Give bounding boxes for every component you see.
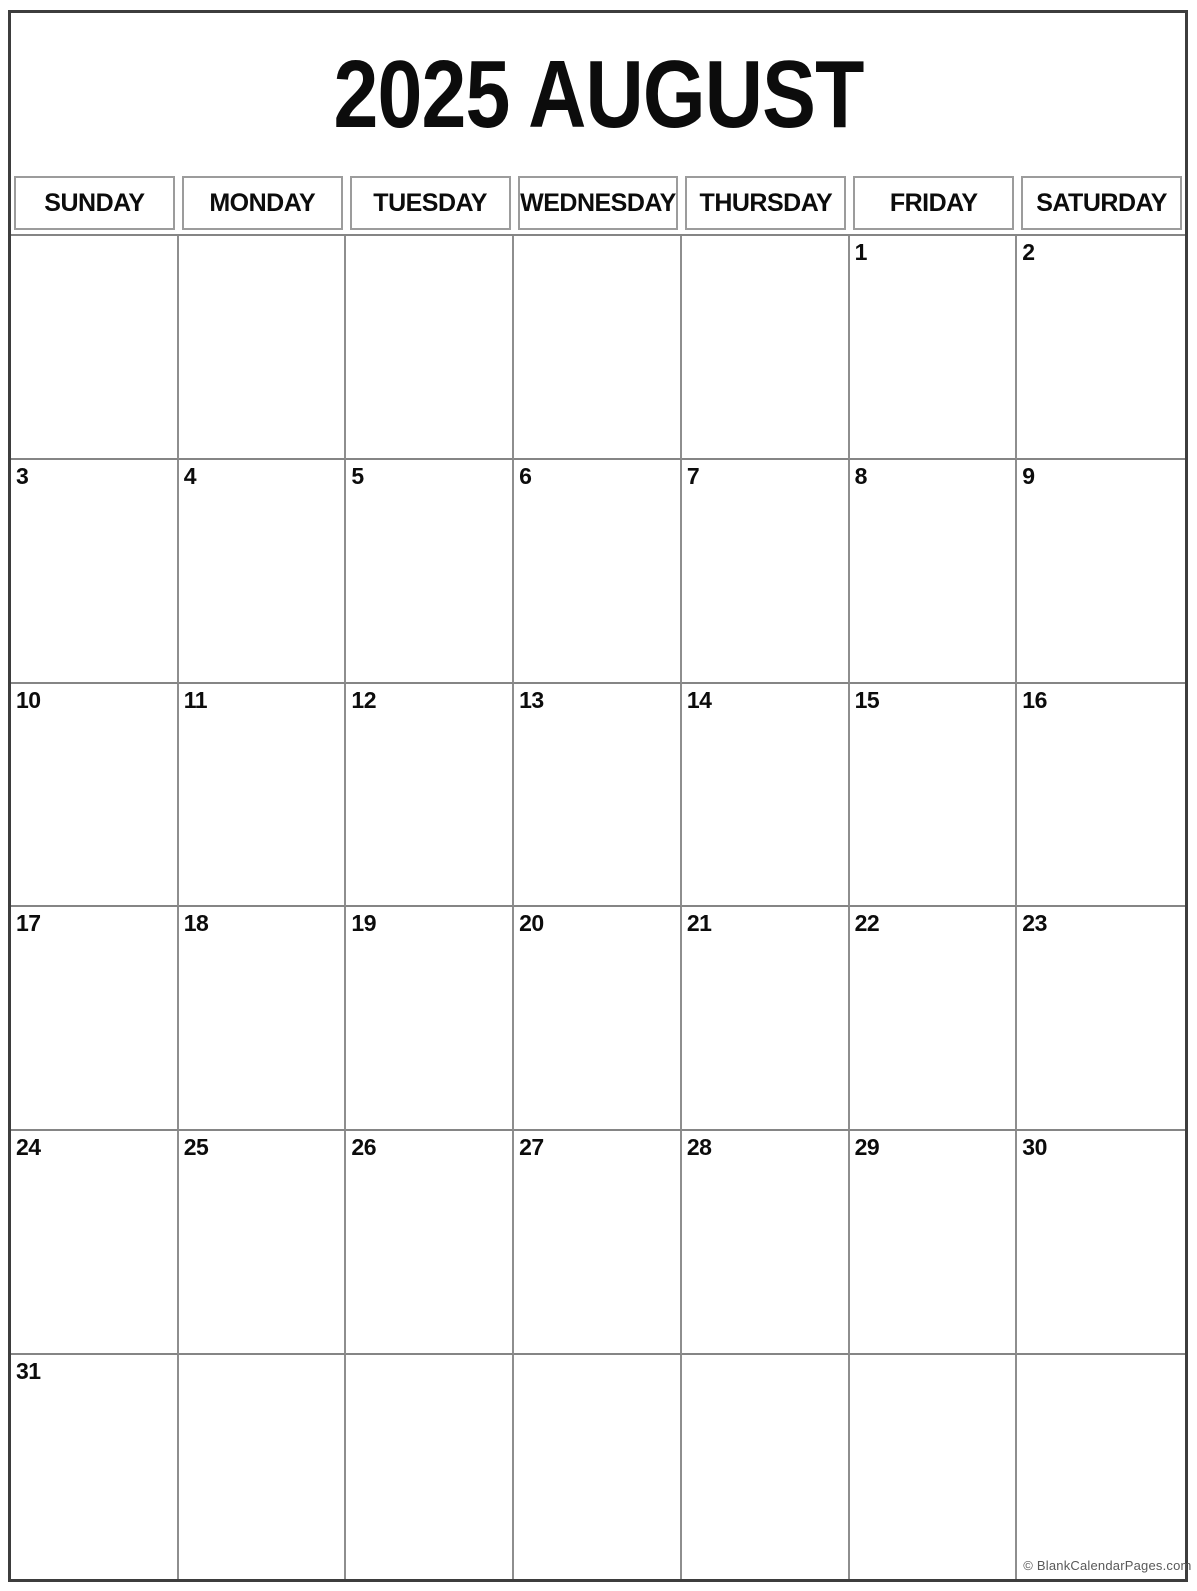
day-cell-empty: [346, 1355, 514, 1579]
page-title: 2025 AUGUST: [332, 40, 864, 148]
day-cell-19: [346, 907, 514, 1131]
day-cell-30: [1017, 1131, 1185, 1355]
calendar-page: [8, 10, 1192, 1582]
day-number: 27: [519, 1134, 544, 1161]
day-cell-5: [346, 460, 514, 684]
day-number: 22: [854, 910, 880, 937]
weekday-header-tuesday: TUESDAY: [350, 176, 511, 230]
day-number: 26: [351, 1134, 377, 1161]
day-cell-23: [1017, 907, 1185, 1131]
day-cell-3: [11, 460, 179, 684]
day-cell-31: [11, 1355, 179, 1579]
weekday-header-friday: FRIDAY: [853, 176, 1014, 230]
day-number: 2: [1022, 239, 1035, 265]
day-number: 7: [686, 462, 700, 489]
day-cell-24: [11, 1131, 179, 1355]
weekday-header-saturday: SATURDAY: [1021, 176, 1182, 230]
day-cell-14: [682, 684, 850, 908]
day-cell-empty: [682, 1355, 850, 1579]
day-number: 11: [183, 686, 208, 713]
weekday-header-thursday: THURSDAY: [685, 176, 846, 230]
day-number: 29: [854, 1134, 880, 1161]
day-number: 9: [1022, 462, 1035, 489]
day-cell-12: [346, 684, 514, 908]
day-cell-22: [850, 907, 1018, 1131]
day-cell-empty: [346, 236, 514, 460]
weekday-header-monday: MONDAY: [182, 176, 343, 230]
day-number: 30: [1022, 1134, 1047, 1161]
day-number: 20: [519, 910, 544, 937]
day-cell-26: [346, 1131, 514, 1355]
day-cell-7: [682, 460, 850, 684]
day-cell-empty: [11, 236, 179, 460]
day-number: 15: [854, 686, 880, 713]
day-number: 21: [686, 910, 712, 937]
day-cell-empty: [1017, 1355, 1185, 1579]
weekday-header-row: [11, 176, 1185, 230]
weekday-header-sunday: SUNDAY: [14, 176, 175, 230]
day-number: 19: [351, 910, 377, 937]
day-number: 14: [686, 686, 712, 713]
day-cell-28: [682, 1131, 850, 1355]
day-cell-21: [682, 907, 850, 1131]
day-cell-29: [850, 1131, 1018, 1355]
day-cell-empty: [514, 1355, 682, 1579]
day-cell-25: [179, 1131, 347, 1355]
day-cell-empty: [514, 236, 682, 460]
day-number: 23: [1022, 910, 1047, 937]
day-number: 24: [16, 1134, 41, 1161]
copyright-text: © BlankCalendarPages.com: [1023, 1558, 1192, 1573]
day-number: 4: [183, 462, 196, 489]
day-cell-18: [179, 907, 347, 1131]
day-cell-6: [514, 460, 682, 684]
day-cell-8: [850, 460, 1018, 684]
day-number: 8: [854, 462, 867, 489]
day-cell-1: [850, 236, 1018, 460]
title-area: [11, 13, 1185, 176]
day-number: 31: [16, 1358, 41, 1385]
day-cell-2: [1017, 236, 1185, 460]
day-number: 3: [16, 462, 29, 489]
day-cell-9: [1017, 460, 1185, 684]
day-number: 18: [183, 910, 209, 937]
day-cell-empty: [682, 236, 850, 460]
day-cell-empty: [850, 1355, 1018, 1579]
day-number: 1: [854, 239, 867, 265]
day-number: 12: [351, 686, 377, 713]
day-number: 17: [16, 910, 41, 937]
day-cell-15: [850, 684, 1018, 908]
day-number: 28: [686, 1134, 712, 1161]
day-cell-4: [179, 460, 347, 684]
day-cell-empty: [179, 236, 347, 460]
calendar-grid: [11, 234, 1192, 1579]
day-number: 25: [183, 1134, 209, 1161]
day-cell-27: [514, 1131, 682, 1355]
day-cell-13: [514, 684, 682, 908]
day-number: 5: [351, 462, 364, 489]
day-number: 16: [1022, 686, 1047, 713]
weekday-header-wednesday: WEDNESDAY: [518, 176, 679, 230]
day-number: 10: [16, 686, 41, 713]
day-cell-16: [1017, 684, 1185, 908]
day-number: 6: [519, 462, 532, 489]
day-cell-10: [11, 684, 179, 908]
day-cell-20: [514, 907, 682, 1131]
day-cell-17: [11, 907, 179, 1131]
day-cell-11: [179, 684, 347, 908]
day-cell-empty: [179, 1355, 347, 1579]
day-number: 13: [519, 686, 544, 713]
